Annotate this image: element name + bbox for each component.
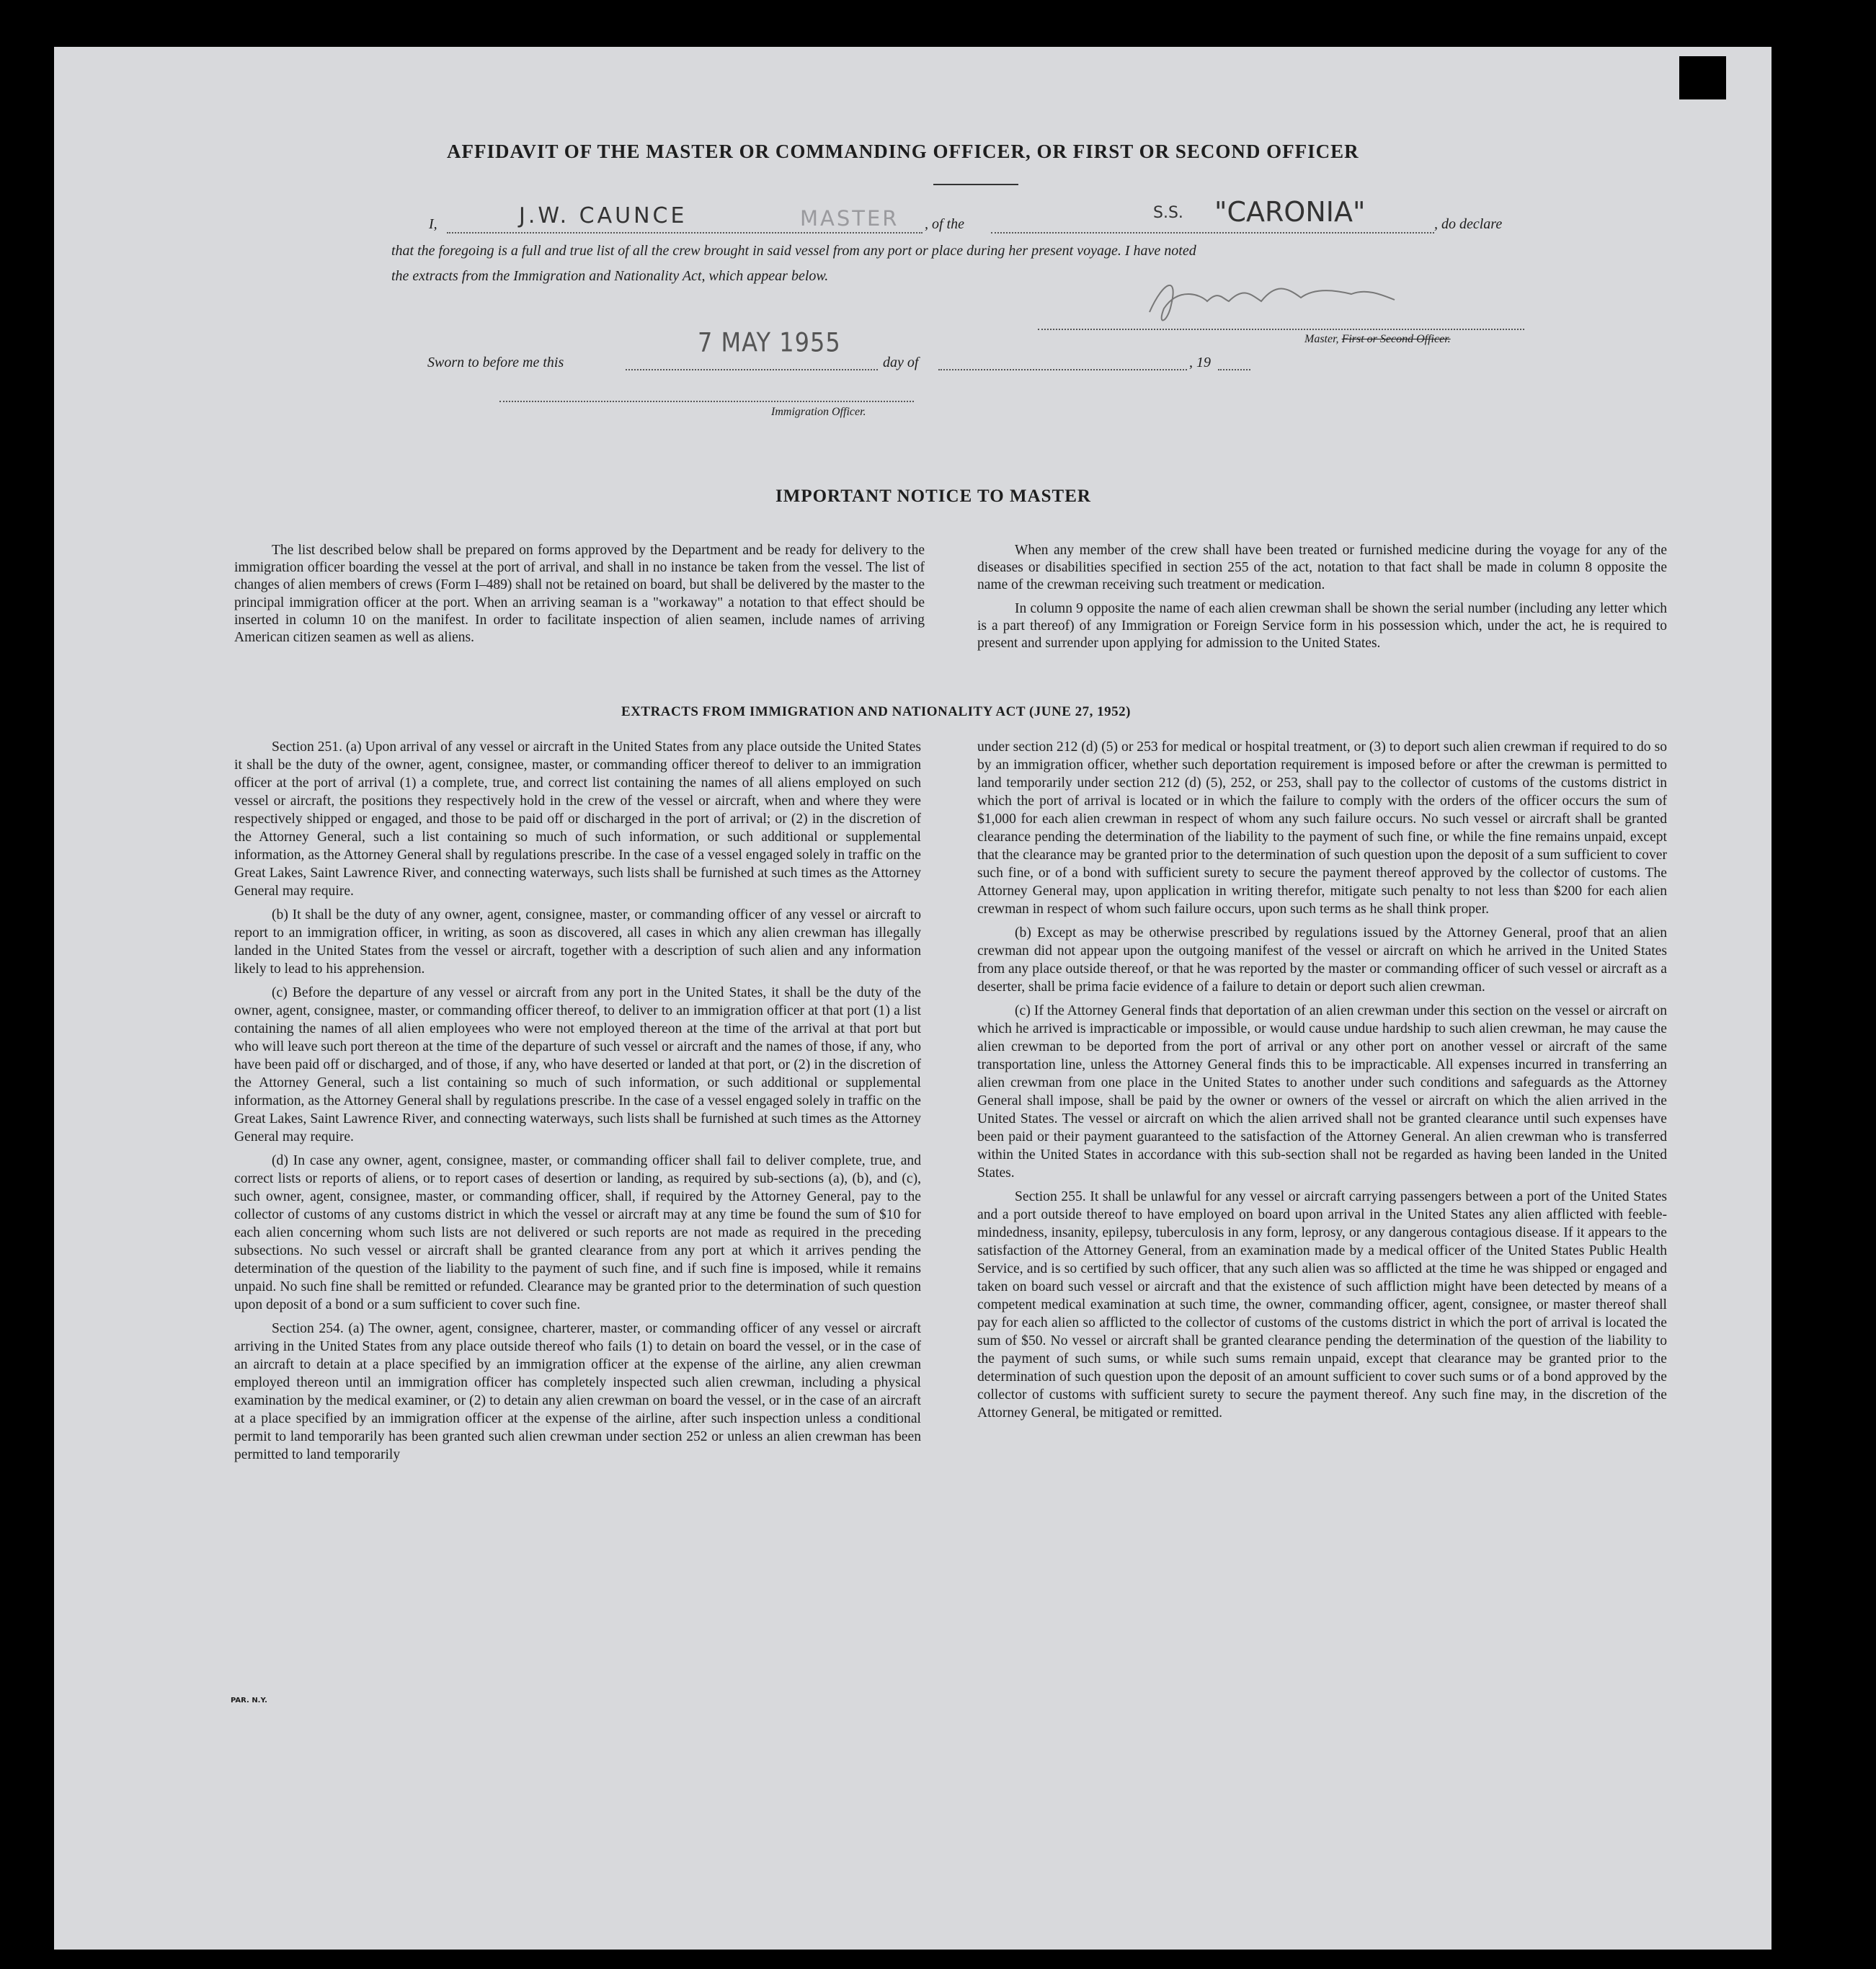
ship-name: "CARONIA": [1214, 196, 1366, 228]
ship-line: [991, 232, 1434, 234]
signer-role: [1304, 333, 1451, 346]
do-declare-label: , do declare: [1434, 216, 1503, 232]
month-line: [938, 369, 1187, 370]
extract-section-254-b: (b) Except as may be otherwise prescribed by regulations issued by the Attorney General, proof that an alien crewman did not appear upon the outgoing manifest of the vessel or aircraft on which he arrived in the United States from any place outside thereof, or that he was reported by the master or commanding officer of such vessel or aircraft as a deserter, shall be prima facie evidence of a failure to detain or deport such alien crewman.: [977, 925, 1667, 995]
year-line: [1218, 369, 1250, 370]
notice-right-column: [977, 542, 1667, 658]
date-stamp: 7 MAY 1955: [698, 326, 841, 358]
binder-hole: [1777, 676, 1808, 706]
extract-section-254-c: (c) If the Attorney General finds that deportation of an alien crewman under this section on the vessel or aircraft on which he arrived is impracticable or impossible, or would cause undue hardship to such alien crewman, he may cause the alien crewman to be deported from the port of arrival or any other port on another vessel or aircraft of the same transportation line, unless the Attorney General finds this to be impracticable. All expenses incurred in transferring an alien crewman from one place in the United States to another under such conditions and safeguards as the Attorney General shall impose, shall be paid by the owner or owners of the vessel or aircraft on which the alien arrived in the United States. The vessel or aircraft on which the alien arrived shall not be granted clearance until such expenses have been paid or their payment guaranteed to the satisfaction of the Attorney General. An alien crewman who is transferred within the United States in accordance with this sub-section shall not be regarded as having been landed in the United States.: [977, 1003, 1667, 1181]
printer-mark: PAR. N.Y.: [231, 1697, 267, 1704]
ship-prefix: S.S.: [1153, 204, 1183, 222]
extract-section-251-a: Section 251. (a) Upon arrival of any vessel or aircraft in the United States from any place outside the United States it shall be the duty of the owner, agent, consignee, master, or commanding officer thereof to deliver to an immigration officer at the port of arrival (1) a complete, true, and correct list containing the names of all aliens employed on such vessel or aircraft, the positions they respectively hold in the crew of the vessel or aircraft, when and where they were respectively shipped or engaged, and those to be paid off or discharged in the port of arrival; or (2) in the discretion of the Attorney General, such a list containing so much of such information, or such additional or supplemental information, as the Attorney General shall by regulations prescribe. In the case of a vessel engaged solely in traffic on the Great Lakes, Saint Lawrence River, and connecting waterways, such lists shall be furnished at such times as the Attorney General may require.: [234, 739, 921, 899]
signer-role-master: Master,: [1304, 333, 1339, 345]
declaration-line-1: that the foregoing is a full and true list of all the crew brought in said vessel from any port or place during her present voyage. I have noted: [391, 243, 1196, 259]
extract-section-251-d: (d) In case any owner, agent, consignee, master, or commanding officer shall fail to deliver complete, true, and correct lists or reports of aliens, or to report cases of desertion or landing, as required by sub-sections (a), (b), and (c), such owner, agent, consignee, master, or commanding officer, shall, if required by the Attorney General, pay to the collector of customs of any customs district in which the vessel or aircraft may at any time be found the sum of $10 for each alien concerning whom such lists are not delivered or such reports are not made as required in the preceding subsections. No such vessel or aircraft shall be granted clearance from any port at which it arrives pending the determination of the question of the liability to the payment of such fine, and if such fine is imposed, while it remains unpaid. No such fine shall be remitted or refunded. Clearance may be granted prior to the determination of such question upon deposit of a bond or a sum sufficient to cover such fine.: [234, 1153, 921, 1312]
name-line: [447, 232, 923, 234]
extract-section-254-a: Section 254. (a) The owner, agent, consignee, charterer, master, or commanding officer of any vessel or aircraft arriving in the United States from any place outside thereof who fails (1) to detain on board the vessel, or in the case of an aircraft to detain at a place specified by an immigration officer at the expense of the airline, any alien crewman employed thereon until an immigration officer has completely inspected such alien crewman, including a physical examination by the medical examiner, or (2) to detain any alien crewman on board the vessel, or in the case of an aircraft at a place specified by an immigration officer at the expense of the airline, after such inspection unless a conditional permit to land temporarily has been granted such alien crewman under section 252 or unless an alien crewman has been permitted to land temporarily: [234, 1321, 921, 1462]
binder-hole: [1780, 189, 1810, 219]
extract-section-254-a-cont: under section 212 (d) (5) or 253 for medical or hospital treatment, or (3) to deport such alien crewman if required to do so by an immigration officer, whether such deportation requirement is imposed before or after the crewman is permitted to land temporarily under section 212 (d) (5), 252, or 253, shall pay to the collector of customs of the customs district in which the port of arrival is located or in which the failure to comply with the orders of the officer occurs the sum of $1,000 for each alien crewman in respect of whom any such failure occurs. No such vessel or aircraft shall be granted clearance pending the determination of the liability to the payment of such fine, or while the fine remains unpaid, except that the clearance may be granted prior to the determination of such question upon the deposit of a sum sufficient to cover such fine, or of a bond with sufficient surety to secure the payment thereof approved by the collector of customs. The Attorney General may, upon application in writing therefor, mitigate such penalty to not less than $200 for each alien crewman in respect of whom such failure occurs, upon such terms as he shall think proper.: [977, 739, 1667, 917]
sworn-day-line: [626, 369, 878, 370]
i-label: I,: [429, 216, 437, 232]
immigration-officer-label: Immigration Officer.: [771, 406, 866, 418]
notice-right-paragraph-2: In column 9 opposite the name of each alien crewman shall be shown the serial number (including any letter which is a part thereof) of any Immigration or Foreign Service form in his possession which, under the act, he is required to present and surrender upon applying for admission to the United States.: [977, 600, 1667, 652]
officer-line: [499, 401, 914, 402]
notice-heading: IMPORTANT NOTICE TO MASTER: [775, 486, 1091, 506]
master-stamp: MASTER: [800, 206, 899, 231]
binder-hole: [1777, 580, 1808, 610]
extract-section-251-c: (c) Before the departure of any vessel or aircraft from any port in the United States, it shall be the duty of the owner, agent, consignee, master, or commanding officer thereof, to deliver to an immigration officer at that port (1) a list containing the names of all alien employees who were not employed thereon at the time of the arrival at that port but who will leave such port thereon at the time of the departure of such vessel or aircraft and the names of those, if any, who have been paid off or discharged, and of those, if any, who have deserted or landed at that port, or (2) in the discretion of the Attorney General, such a list containing so much of such information, or such additional or supplemental information, as the Attorney General shall by regulations prescribe. In the case of a vessel engaged solely in traffic on the Great Lakes, Saint Lawrence River, and connecting waterways, such lists shall be furnished at such times as the Attorney General may require.: [234, 985, 921, 1144]
binder-hole: [1777, 1320, 1808, 1350]
notice-right-paragraph-1: When any member of the crew shall have been treated or furnished medicine during the voyage for any of the diseases or disabilities specified in section 255 of the act, notation to that fact shall be made in column 8 opposite the name of the crewman receiving such treatment or medication.: [977, 543, 1667, 593]
binder-hole: [1777, 1611, 1808, 1641]
signer-role-struck: First or Second Officer.: [1341, 333, 1451, 345]
page-corner-tab: [1679, 56, 1726, 99]
signature-line: [1038, 329, 1524, 330]
extract-section-251-b: (b) It shall be the duty of any owner, agent, consignee, master, or commanding officer of any vessel or aircraft to report to an immigration officer, in writing, as soon as discovered, all cases in which any alien crewman has illegally landed in the United States from the vessel or aircraft, together with a description of such alien and any information likely to lead to his apprehension.: [234, 907, 921, 977]
day-of-label: day of: [883, 355, 919, 370]
binder-hole: [1777, 1706, 1808, 1736]
master-signature: [1135, 272, 1423, 330]
notice-left-paragraph: The list described below shall be prepared on forms approved by the Department and be ready for delivery to the immigration officer boarding the vessel at the port of arrival, and shall in no instance be taken from the vessel. The list of changes of alien members of crews (Form I–489) shall not be retained on board, but shall be delivered by the master to the principal immigration officer at the port. When an arriving seaman is a "workaway" a notation to that effect should be inserted in column 10 on the manifest. In order to facilitate inspection of alien seamen, include names of arriving American citizen seamen as well as aliens.: [234, 543, 925, 646]
extracts-right-column: [977, 738, 1667, 1428]
title-rule: [933, 184, 1018, 185]
binder-hole: [1777, 1223, 1808, 1253]
affidavit-title: AFFIDAVIT OF THE MASTER OR COMMANDING OFFICER, OR FIRST OR SECOND OFFICER: [447, 141, 1359, 162]
notice-left-column: [234, 542, 925, 652]
extracts-left-column: [234, 738, 921, 1470]
declaration-line-2: the extracts from the Immigration and Nationality Act, which appear below.: [391, 268, 829, 284]
master-name: J.W. CAUNCE: [519, 203, 688, 228]
extracts-heading: EXTRACTS FROM IMMIGRATION AND NATIONALITY ACT (JUNE 27, 1952): [621, 704, 1131, 719]
of-the-label: , of the: [925, 216, 964, 232]
binder-hole: [1780, 285, 1810, 315]
year-label: , 19: [1189, 355, 1211, 370]
extract-section-255: Section 255. It shall be unlawful for any vessel or aircraft carrying passengers between a port of the United States and a port outside thereof to have employed on board upon arrival in the United States any alien afflicted with feeble-mindedness, insanity, epilepsy, tuberculosis in any form, leprosy, or any dangerous contagious disease. If it appears to the satisfaction of the Attorney General, from an examination made by a medical officer of the United States Public Health Service, and is so certified by such officer, that any such alien was so afflicted at the time he was shipped or engaged and taken on board such vessel or aircraft and that the existence of such affliction might have been detected by means of a competent medical examination at such time, the owner, commanding officer, agent, consignee, or master thereof shall pay for each alien so afflicted to the collector of customs of the customs district in which the port of arrival is located the sum of $50. No vessel or aircraft shall be granted clearance pending the determination of the question of the liability to the payment of such sums, or while such sums remain unpaid, except that clearance may be granted prior to the determination of such question upon the deposit of an amount sufficient to cover such sums or of a bond approved by the collector of customs with sufficient surety to secure the payment thereof. Any such fine may, in the discretion of the Attorney General, be mitigated or remitted.: [977, 1189, 1667, 1421]
sworn-label: Sworn to before me this: [427, 355, 564, 370]
